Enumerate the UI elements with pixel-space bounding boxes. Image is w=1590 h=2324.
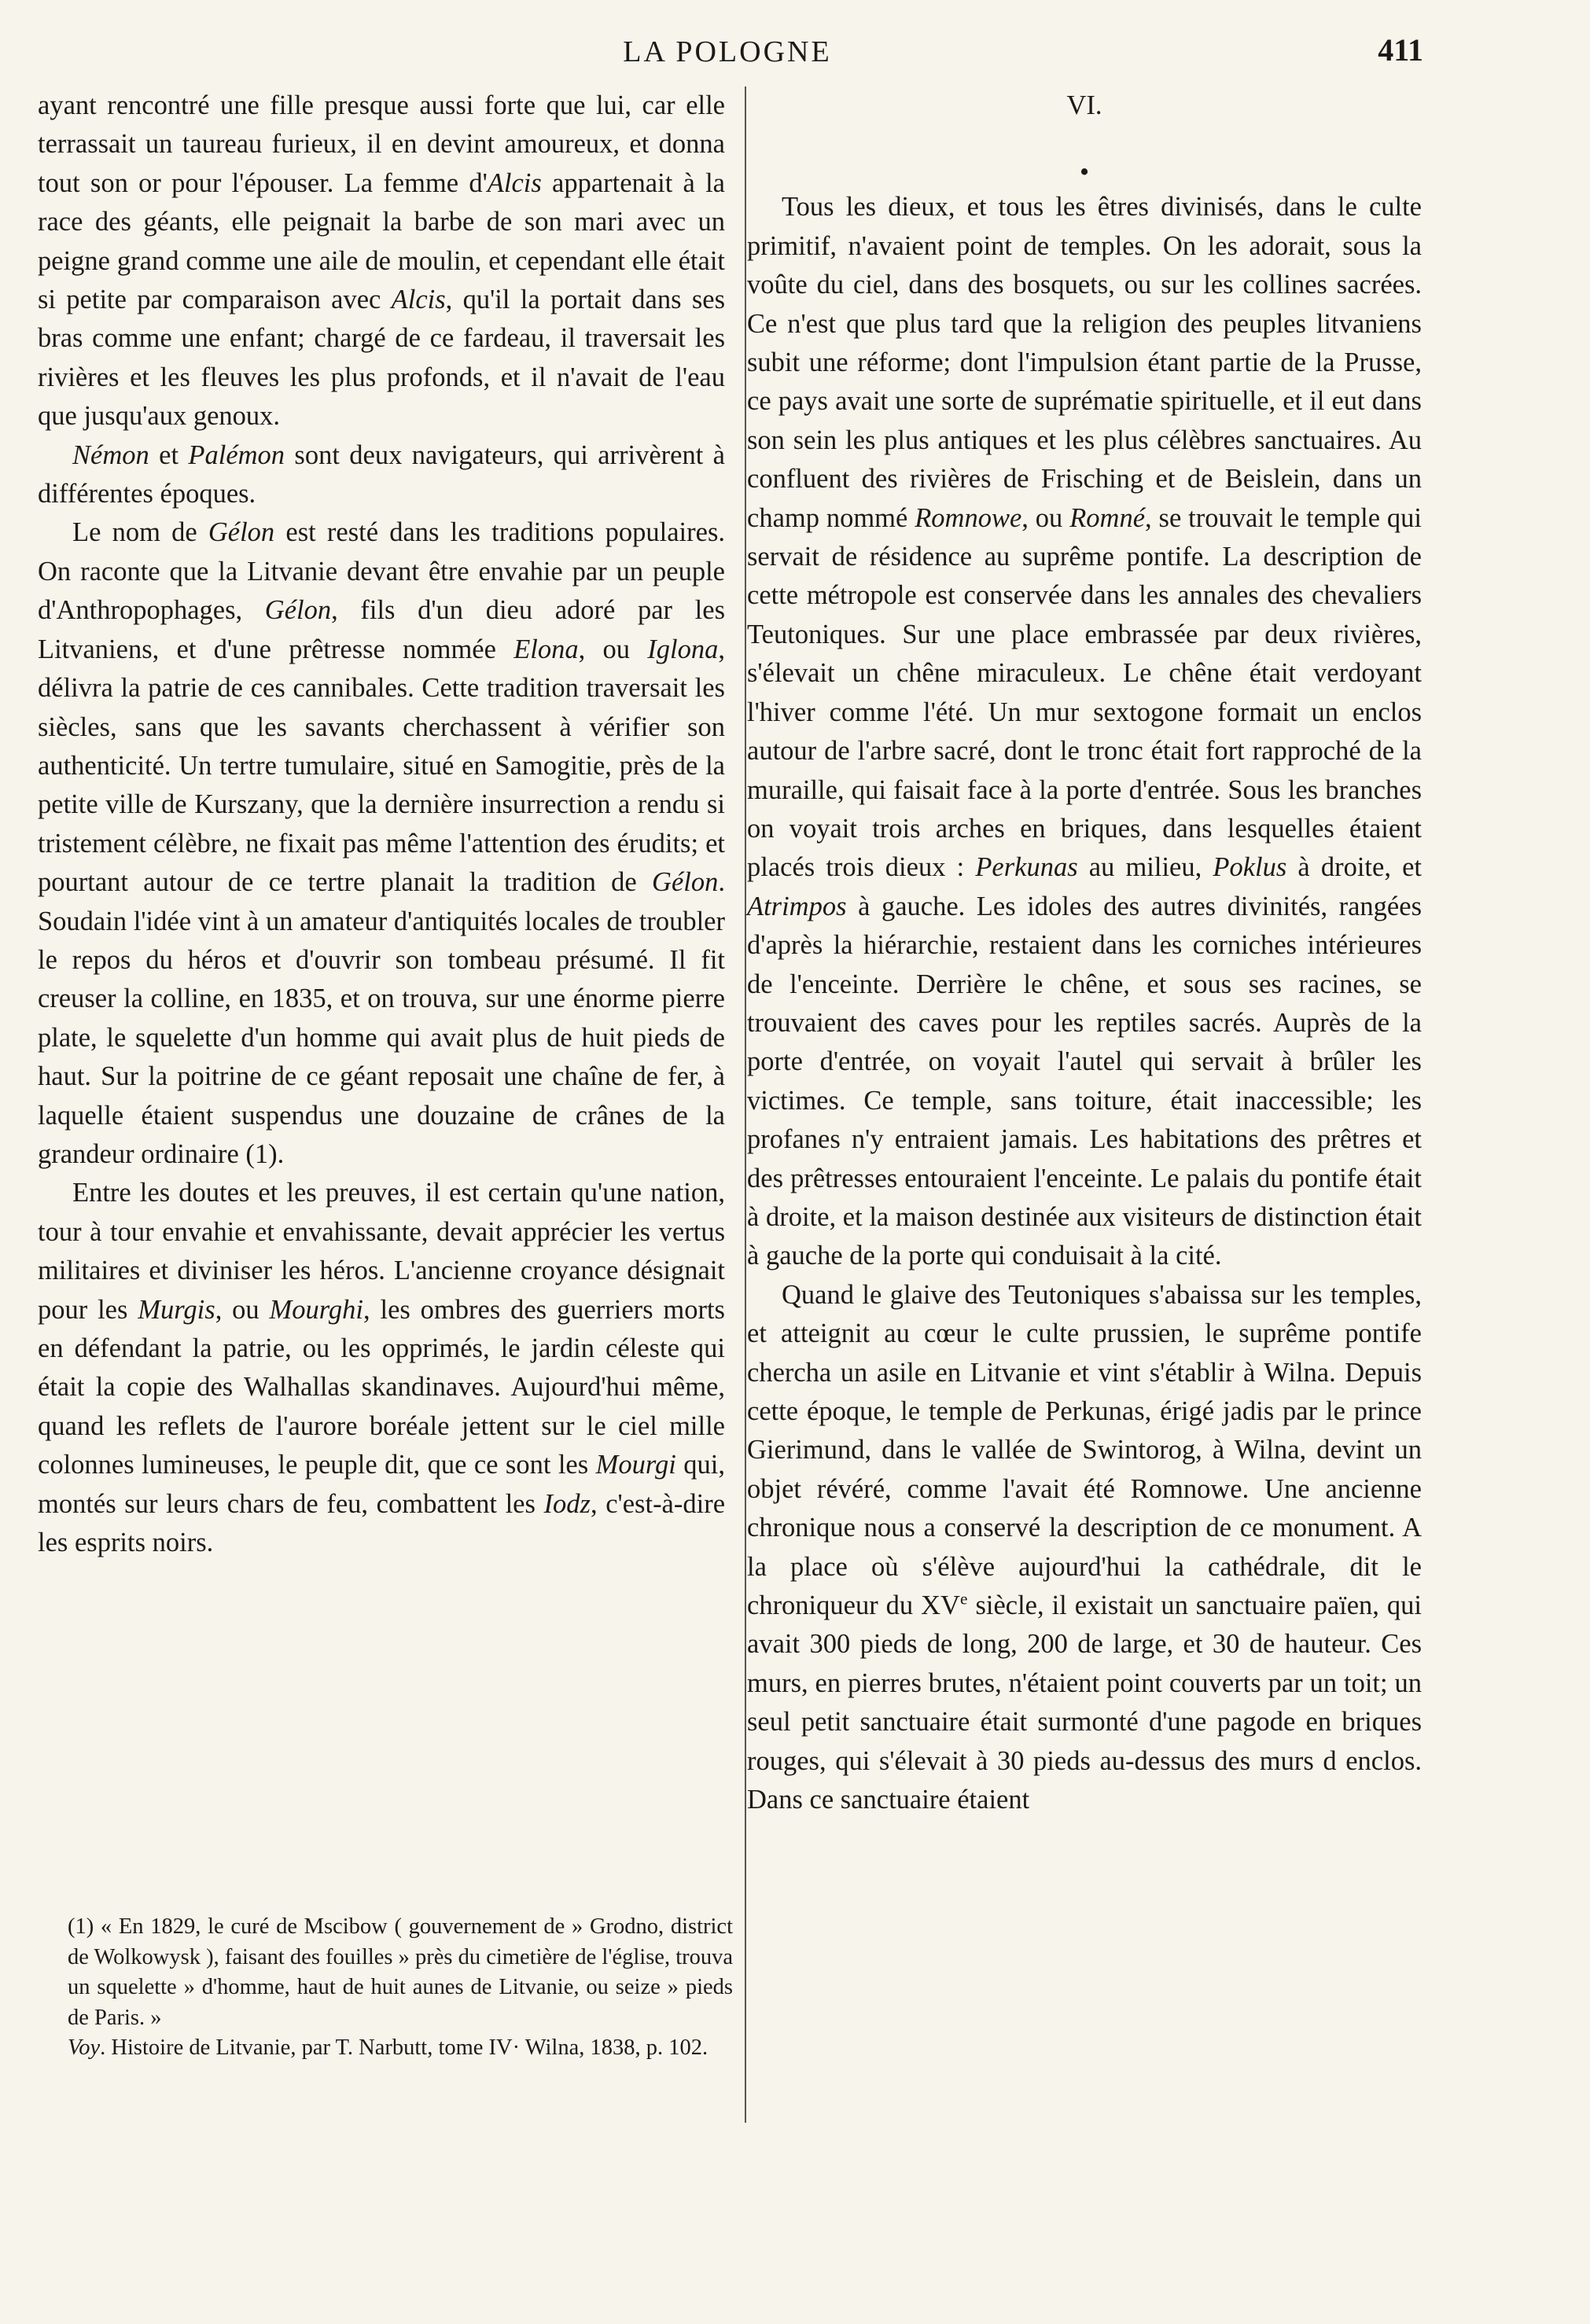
text-run: , qu'il la portait dans ses bras comme une enfant; chargé de ce fardeau, il traversait les rivières et les fleuves les plus profonds, et il n'avait de l'eau que jusqu'aux genoux. (38, 285, 726, 432)
footnote-text (68, 1912, 733, 2033)
footnote-citation (68, 2033, 733, 2064)
italic-text: Iglona (647, 634, 719, 664)
text-run: ayant rencontré une fille presque aussi forte que lui, car elle terrassait un taureau furieux, il en devint amoureux, et donna tout son or pour l'épouser. La femme d' (38, 90, 725, 198)
italic-text: Voy (68, 2035, 101, 2060)
right-column (747, 86, 1422, 1819)
italic-text: Palémon (188, 439, 285, 470)
column-divider (745, 86, 746, 2123)
text-run: est resté dans les traditions populaires. On raconte que la Litvanie devant être envahie par un peuple d'Anthropophages, (38, 517, 725, 626)
text-run: sont deux navigateurs, qui arrivèrent à différentes époques. (38, 439, 725, 509)
italic-text: Gélon (652, 867, 719, 898)
running-title: LA POLOGNE (623, 35, 832, 68)
paragraph (38, 86, 725, 436)
text-run: appartenait à la race des géants, elle peignait la barbe de son mari avec un peigne grand comme une aile de moulin, et cependant elle était si petite par comparaison avec (38, 167, 725, 315)
italic-text: Alcis (487, 167, 542, 198)
text-run: , fils d'un dieu adoré par les Litvaniens, et d'une prêtresse nommée (38, 595, 725, 664)
footnotes (68, 1912, 733, 2064)
italic-text: Mourgi (595, 1450, 676, 1480)
italic-text: Romnowe (915, 502, 1022, 533)
text-run: à gauche. Les idoles des autres divinités, rangées d'après la hiérarchie, restaient dans les corniches intérieures de l'enceinte. Derrière le chêne, et sous ses racines, se trouvaient des caves pour les reptiles sacrés. Auprès de la porte d'entrée, on voyait l'autel qui servait à brûler les victimes. Ce temple, sans toiture, était inaccessible; les profanes n'y entraient jamais. Les habitations des prêtres et des prêtresses entouraient l'enceinte. Le palais du pontife était à droite, et la maison destinée aux visiteurs de distinction était à gauche de la porte qui conduisait à la cité. (747, 891, 1422, 1271)
text-run: au milieu, (1077, 852, 1213, 883)
italic-text: Némon (72, 439, 149, 470)
paragraph (38, 513, 725, 1174)
left-column (38, 86, 725, 1562)
section-heading: VI. (1066, 90, 1102, 120)
italic-text: Murgis (138, 1294, 215, 1325)
italic-text: Gélon (208, 517, 275, 548)
text-run: , ou (215, 1294, 270, 1325)
italic-text: Romné (1069, 502, 1146, 533)
text-run: , c'est-à-dire les esprits noirs. (38, 1488, 726, 1558)
text-run: , délivra la patrie de ces cannibales. Cette tradition traversait les siècles, sans que les savants cherchassent à vérifier son authenticité. Un tertre tumulaire, situé en Samogitie, près de la petite ville de Kurszany, que la dernière insurrection a rendu si tristement célèbre, ne fixait pas même l'attention des érudits; et pourtant autour de ce tertre planait la tradition de (38, 634, 725, 898)
section-mark: • (1079, 157, 1090, 188)
italic-text: Alcis (391, 285, 446, 315)
italic-text: Gélon (264, 595, 332, 626)
text-run: Le nom de (72, 517, 208, 548)
italic-text: Poklus (1213, 852, 1287, 883)
text-run: (1) « En 1829, le curé de Mscibow ( gouvernement de » Grodno, district de Wolkowysk ), faisant des fouilles » près du cimetière de l'église, trouva un squelette » d'homme, haut de huit aunes de Litvanie, ou seize » pieds de Paris. » (68, 1914, 734, 2030)
text-run: à droite, et (1286, 852, 1422, 883)
text-run: Tous les dieux, et tous les êtres divinisés, dans le culte primitif, n'avaient point de temples. On les adorait, sous la voûte du ciel, dans des bosquets, ou sur les collines sacrées. Ce n'est que plus tard que la religion des peuples litvaniens subit une réforme; dont l'impulsion étant partie de la Prusse, ce pays avait une sorte de suprématie spirituelle, et il eut dans son sein les plus antiques et les plus célèbres sanctuaires. Au confluent des rivières de Frisching et de Beislein, dans un champ nommé (747, 192, 1422, 533)
text-run: et (149, 439, 189, 470)
italic-text: Mourghi (269, 1294, 364, 1325)
italic-text: Perkunas (975, 852, 1078, 883)
text-run: siècle, il existait un sanctuaire païen, qui avait 300 pieds de long, 200 de large, et 30 de hauteur. Ces murs, en pierres brutes, n'étaient point couverts par un toit; un seul petit sanctuaire était surmonté d'une pagode en briques rouges, qui s'élevait à 30 pieds au-dessus des murs d enclos. Dans ce sanctuaire étaient (747, 1590, 1422, 1815)
text-run: Entre les doutes et les preuves, il est certain qu'une nation, tour à tour envahie et envahissante, devait apprécier les vertus militaires et diviniser les héros. L'ancienne croyance désignait pour les (38, 1178, 725, 1325)
italic-text: Elona (513, 634, 579, 664)
page-number: 411 (1378, 32, 1423, 68)
text-run: . Soudain l'idée vint à un amateur d'antiquités locales de troubler le repos du héros et d'ouvrir son tombeau présumé. Il fit creuser la colline, en 1835, et on trouva, sur une énorme pierre plate, le squelette d'un homme qui avait plus de huit pieds de haut. Sur la poitrine de ce géant reposait une chaîne de fer, à laquelle étaient suspendus une douzaine de crânes de la grandeur ordinaire (1). (38, 867, 725, 1169)
paragraph (38, 436, 725, 514)
text-run: , les ombres des guerriers morts en défendant la patrie, ou les opprimés, le jardin céleste qui était la copie des Walhallas skandinaves. Aujourd'hui même, quand les reflets de l'aurore boréale jettent sur le ciel mille colonnes lumineuses, le peuple dit, que ce sont les (38, 1294, 725, 1480)
superscript: e (959, 1589, 968, 1609)
italic-text: Atrimpos (747, 891, 847, 921)
text-run: . Histoire de Litvanie, par T. Narbutt, tome IV· Wilna, 1838, p. 102. (100, 2035, 709, 2060)
text-run: qui, montés sur leurs chars de feu, combattent les (38, 1450, 725, 1519)
paragraph (38, 1174, 725, 1562)
paragraph (747, 188, 1422, 1275)
italic-text: Iodz (543, 1488, 591, 1519)
text-run: , se trouvait le temple qui servait de résidence au suprême pontife. La description de cette métropole est conservée dans les annales des chevaliers Teutoniques. Sur une place embrassée par deux rivières, s'élevait un chêne miraculeux. Le chêne était verdoyant l'hiver comme l'été. Un mur sextogone formait un enclos autour de l'arbre sacré, dont le tronc était fort rapproché de la muraille, qui faisait face à la porte d'entrée. Sous les branches on voyait trois arches en briques, dans lesquelles étaient placés trois dieux : (747, 502, 1422, 883)
text-run: , ou (578, 634, 648, 664)
text-run: , ou (1021, 502, 1070, 533)
paragraph (747, 1276, 1422, 1820)
text-run: Quand le glaive des Teutoniques s'abaissa sur les temples, et atteignit au cœur le culte prussien, le suprême pontife chercha un asile en Litvanie et vint s'établir à Wilna. Depuis cette époque, le temple de Perkunas, érigé jadis par le prince Gierimund, dans le vallée de Swintorog, à Wilna, devint un objet révéré, comme l'avait été Romnowe. Une ancienne chronique nous a conservé la description de ce monument. A la place où s'élève aujourd'hui la cathédrale, dit le chroniqueur du XV (747, 1279, 1422, 1621)
page-header (31, 31, 1423, 79)
